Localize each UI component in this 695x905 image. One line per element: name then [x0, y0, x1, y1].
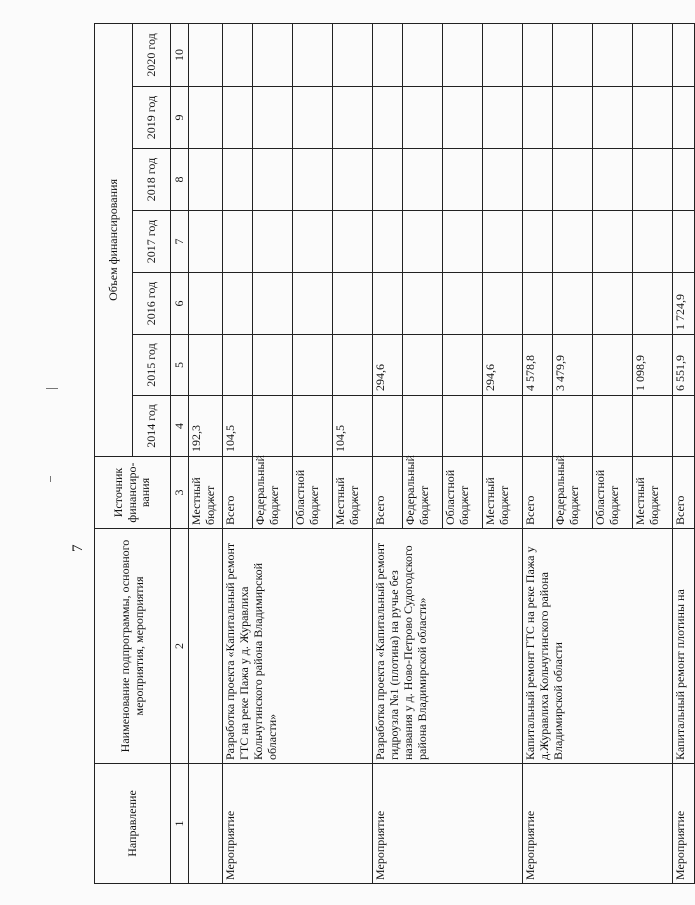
direction-cell: Мероприятие: [373, 764, 523, 884]
value-cell: [633, 396, 673, 457]
value-cell: [523, 273, 553, 335]
value-cell: [633, 87, 673, 149]
value-cell: 294,6: [483, 335, 523, 396]
year-header: 2015 год: [133, 335, 171, 396]
table-row: [523, 23, 553, 883]
page-number: 7: [70, 544, 86, 552]
scan-mark: [50, 476, 51, 482]
source-cell: Местный бюджет: [333, 457, 373, 529]
table-row: [673, 23, 695, 883]
column-number: 7: [171, 211, 189, 273]
header-direction: Направление: [95, 764, 171, 884]
value-cell: 4 578,8: [523, 335, 553, 396]
header-volume: Объем финансирования: [95, 23, 133, 456]
value-cell: [189, 273, 223, 335]
source-cell: Областной бюджет: [293, 457, 333, 529]
value-cell: [223, 335, 253, 396]
value-cell: [403, 211, 443, 273]
value-cell: [523, 396, 553, 457]
value-cell: [373, 396, 403, 457]
value-cell: [403, 87, 443, 149]
value-cell: [523, 149, 553, 211]
column-number: 10: [171, 23, 189, 86]
value-cell: [189, 87, 223, 149]
source-cell: Всего: [373, 457, 403, 529]
source-cell: Местный бюджет: [633, 457, 673, 529]
source-cell: Всего: [673, 457, 695, 529]
value-cell: [403, 149, 443, 211]
value-cell: 104,5: [333, 396, 373, 457]
value-cell: [553, 23, 593, 86]
value-cell: [293, 23, 333, 86]
value-cell: [443, 335, 483, 396]
value-cell: [593, 335, 633, 396]
value-cell: [483, 396, 523, 457]
value-cell: [373, 211, 403, 273]
table-row: [189, 23, 223, 883]
value-cell: [333, 335, 373, 396]
source-cell: Всего: [523, 457, 553, 529]
value-cell: [293, 211, 333, 273]
value-cell: [293, 149, 333, 211]
value-cell: [253, 87, 293, 149]
value-cell: [673, 149, 695, 211]
value-cell: [293, 87, 333, 149]
value-cell: [523, 211, 553, 273]
value-cell: [553, 273, 593, 335]
value-cell: [223, 149, 253, 211]
value-cell: [553, 211, 593, 273]
value-cell: [223, 23, 253, 86]
value-cell: [633, 273, 673, 335]
value-cell: [373, 273, 403, 335]
value-cell: [633, 23, 673, 86]
value-cell: 6 551,9: [673, 335, 695, 396]
source-cell: Областной бюджет: [593, 457, 633, 529]
value-cell: [443, 149, 483, 211]
value-cell: [189, 149, 223, 211]
value-cell: [553, 87, 593, 149]
value-cell: [189, 335, 223, 396]
source-cell: Федеральный бюджет: [253, 457, 293, 529]
value-cell: [403, 273, 443, 335]
column-number: 6: [171, 273, 189, 335]
value-cell: [523, 23, 553, 86]
value-cell: [673, 23, 695, 86]
year-header: 2017 год: [133, 211, 171, 273]
value-cell: [373, 87, 403, 149]
column-number: 4: [171, 396, 189, 457]
value-cell: [483, 149, 523, 211]
value-cell: [403, 335, 443, 396]
value-cell: [593, 273, 633, 335]
direction-cell: Мероприятие: [673, 764, 695, 884]
measure-name-cell: Капитальный ремонт ГТС на реке Пажа у д.Журавлиха Кольчугинского района Владимирской области: [523, 529, 673, 764]
value-cell: 1 724,9: [673, 273, 695, 335]
column-number: 3: [171, 457, 189, 529]
value-cell: [483, 211, 523, 273]
value-cell: 294,6: [373, 335, 403, 396]
value-cell: [483, 273, 523, 335]
source-cell: Областной бюджет: [443, 457, 483, 529]
table-row: [373, 23, 403, 883]
value-cell: [333, 273, 373, 335]
column-number: 2: [171, 529, 189, 764]
value-cell: [443, 87, 483, 149]
value-cell: [253, 23, 293, 86]
column-number: 9: [171, 87, 189, 149]
year-header: 2016 год: [133, 273, 171, 335]
source-cell: Федеральный бюджет: [403, 457, 443, 529]
value-cell: [253, 335, 293, 396]
value-cell: [593, 211, 633, 273]
value-cell: [403, 23, 443, 86]
value-cell: [223, 273, 253, 335]
value-cell: [403, 396, 443, 457]
value-cell: [223, 211, 253, 273]
value-cell: [253, 396, 293, 457]
direction-cell: Мероприятие: [523, 764, 673, 884]
value-cell: [593, 87, 633, 149]
value-cell: [253, 273, 293, 335]
column-number: 1: [171, 764, 189, 884]
value-cell: 192,3: [189, 396, 223, 457]
header-name: Наименование подпрограммы, основного мероприятия, мероприятия: [95, 529, 171, 764]
value-cell: [483, 87, 523, 149]
measure-name-cell: Разработка проекта «Капитальный ремонт гидроузла №1 (плотина) на ручье без названия у д. Ново-Петрово Судогодского района Владимирской области»: [373, 529, 523, 764]
source-cell: Местный бюджет: [483, 457, 523, 529]
measure-name-cell: Разработка проекта «Капитальный ремонт ГТС на реке Пажа у д. Журавлиха Кольчугинского района Владимирской области»: [223, 529, 373, 764]
value-cell: [673, 396, 695, 457]
value-cell: [293, 335, 333, 396]
source-cell: Местный бюджет: [189, 457, 223, 529]
value-cell: [553, 396, 593, 457]
value-cell: [443, 211, 483, 273]
rotated-table-container: [94, 24, 687, 884]
direction-cell: Мероприятие: [223, 764, 373, 884]
value-cell: [333, 211, 373, 273]
value-cell: [333, 87, 373, 149]
year-header: 2018 год: [133, 149, 171, 211]
measure-name-cell: Капитальный ремонт плотины на: [673, 529, 695, 764]
value-cell: [293, 396, 333, 457]
scan-mark: [46, 388, 58, 389]
value-cell: [673, 211, 695, 273]
table-row: [223, 23, 253, 883]
value-cell: 104,5: [223, 396, 253, 457]
value-cell: [189, 211, 223, 273]
value-cell: [253, 211, 293, 273]
value-cell: [483, 23, 523, 86]
source-cell: Всего: [223, 457, 253, 529]
value-cell: 3 479,9: [553, 335, 593, 396]
value-cell: [593, 396, 633, 457]
source-cell: Федеральный бюджет: [553, 457, 593, 529]
value-cell: [253, 149, 293, 211]
value-cell: [373, 23, 403, 86]
value-cell: [553, 149, 593, 211]
value-cell: [373, 149, 403, 211]
column-number: 8: [171, 149, 189, 211]
year-header: 2019 год: [133, 87, 171, 149]
value-cell: [443, 273, 483, 335]
value-cell: [333, 149, 373, 211]
value-cell: [223, 87, 253, 149]
value-cell: [333, 23, 373, 86]
direction-cell: [189, 764, 223, 884]
value-cell: [443, 396, 483, 457]
header-source: Источник финансиро-вания: [95, 457, 171, 529]
value-cell: 1 098,9: [633, 335, 673, 396]
value-cell: [673, 87, 695, 149]
year-header: 2020 год: [133, 23, 171, 86]
year-header: 2014 год: [133, 396, 171, 457]
value-cell: [633, 211, 673, 273]
value-cell: [593, 149, 633, 211]
value-cell: [443, 23, 483, 86]
financing-table: [94, 23, 695, 884]
value-cell: [593, 23, 633, 86]
column-number: 5: [171, 335, 189, 396]
value-cell: [523, 87, 553, 149]
measure-name-cell: [189, 529, 223, 764]
value-cell: [293, 273, 333, 335]
value-cell: [633, 149, 673, 211]
value-cell: [189, 23, 223, 86]
